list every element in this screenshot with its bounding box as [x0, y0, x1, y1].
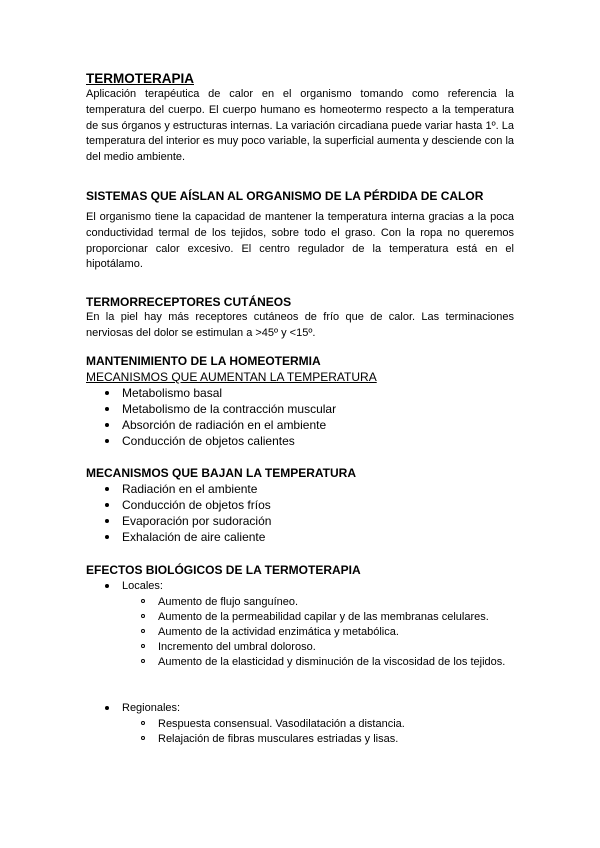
list-item: Metabolismo de la contracción muscular	[86, 401, 514, 417]
document-content	[86, 70, 514, 747]
list-item: Respuesta consensual. Vasodilatación a distancia.	[86, 717, 514, 732]
list-item: Metabolismo basal	[86, 385, 514, 401]
sublist-regionales	[86, 717, 514, 747]
list-item: Incremento del umbral doloroso.	[86, 640, 514, 655]
section-title-sistemas: SISTEMAS QUE AÍSLAN AL ORGANISMO DE LA PÉRDIDA DE CALOR	[86, 188, 484, 203]
paragraph-termorreceptores: En la piel hay más receptores cutáneos de frío que de calor. Las terminaciones nerviosas del dolor se estimulan a >45º y <15º.	[86, 311, 514, 339]
list-item: Relajación de fibras musculares estriadas y lisas.	[86, 732, 514, 747]
list-item: Aumento de flujo sanguíneo.	[86, 595, 514, 610]
subtitle-aumentan: MECANISMOS QUE AUMENTAN LA TEMPERATURA	[86, 369, 377, 384]
list-item: Exhalación de aire caliente	[86, 529, 514, 545]
regionales-label: Regionales:	[122, 701, 181, 714]
sublist-locales	[86, 595, 514, 670]
list-item: Absorción de radiación en el ambiente	[86, 417, 514, 433]
list-item: Aumento de la permeabilidad capilar y de las membranas celulares.	[86, 610, 514, 625]
list-item: Radiación en el ambiente	[86, 481, 514, 497]
list-efectos-locales	[86, 578, 514, 594]
list-item: Conducción de objetos calientes	[86, 433, 514, 449]
list-aumentan	[86, 385, 514, 449]
list-item: Aumento de la actividad enzimática y metabólica.	[86, 625, 514, 640]
list-item-regionales	[86, 700, 514, 716]
section-title-termorreceptores: TERMORRECEPTORES CUTÁNEOS	[86, 295, 292, 310]
section-title-termoterapia: TERMOTERAPIA	[86, 71, 194, 86]
paragraph-termoterapia: Aplicación terapéutica de calor en el organismo tomando como referencia la temperatura del cuerpo. El cuerpo humano es homeotermo respecto a la temperatura de sus órganos y estructuras internas. La variación circadiana puede variar hasta 1º. La temperatura del interior es muy poco variable, la superficial aumenta y desciende con la del medio ambiente.	[86, 88, 515, 164]
list-item: Conducción de objetos fríos	[86, 497, 514, 513]
locales-label: Locales:	[122, 579, 163, 592]
section-title-bajan: MECANISMOS QUE BAJAN LA TEMPERATURA	[86, 465, 357, 480]
section-title-efectos: EFECTOS BIOLÓGICOS DE LA TERMOTERAPIA	[86, 562, 361, 577]
list-bajan	[86, 481, 514, 545]
paragraph-sistemas: El organismo tiene la capacidad de mantener la temperatura interna gracias a la poca conductividad termal de los tejidos, sobre todo el graso. Con la ropa no queremos proporcionar calor excesivo. El centro regulador de la temperatura está en el hipotálamo.	[86, 210, 514, 271]
list-item: Evaporación por sudoración	[86, 513, 514, 529]
list-item: Aumento de la elasticidad y disminución de la viscosidad de los tejidos.	[86, 655, 514, 670]
list-item-locales	[86, 578, 514, 594]
list-efectos-regionales	[86, 700, 514, 716]
section-title-mantenimiento: MANTENIMIENTO DE LA HOMEOTERMIA	[86, 353, 321, 368]
